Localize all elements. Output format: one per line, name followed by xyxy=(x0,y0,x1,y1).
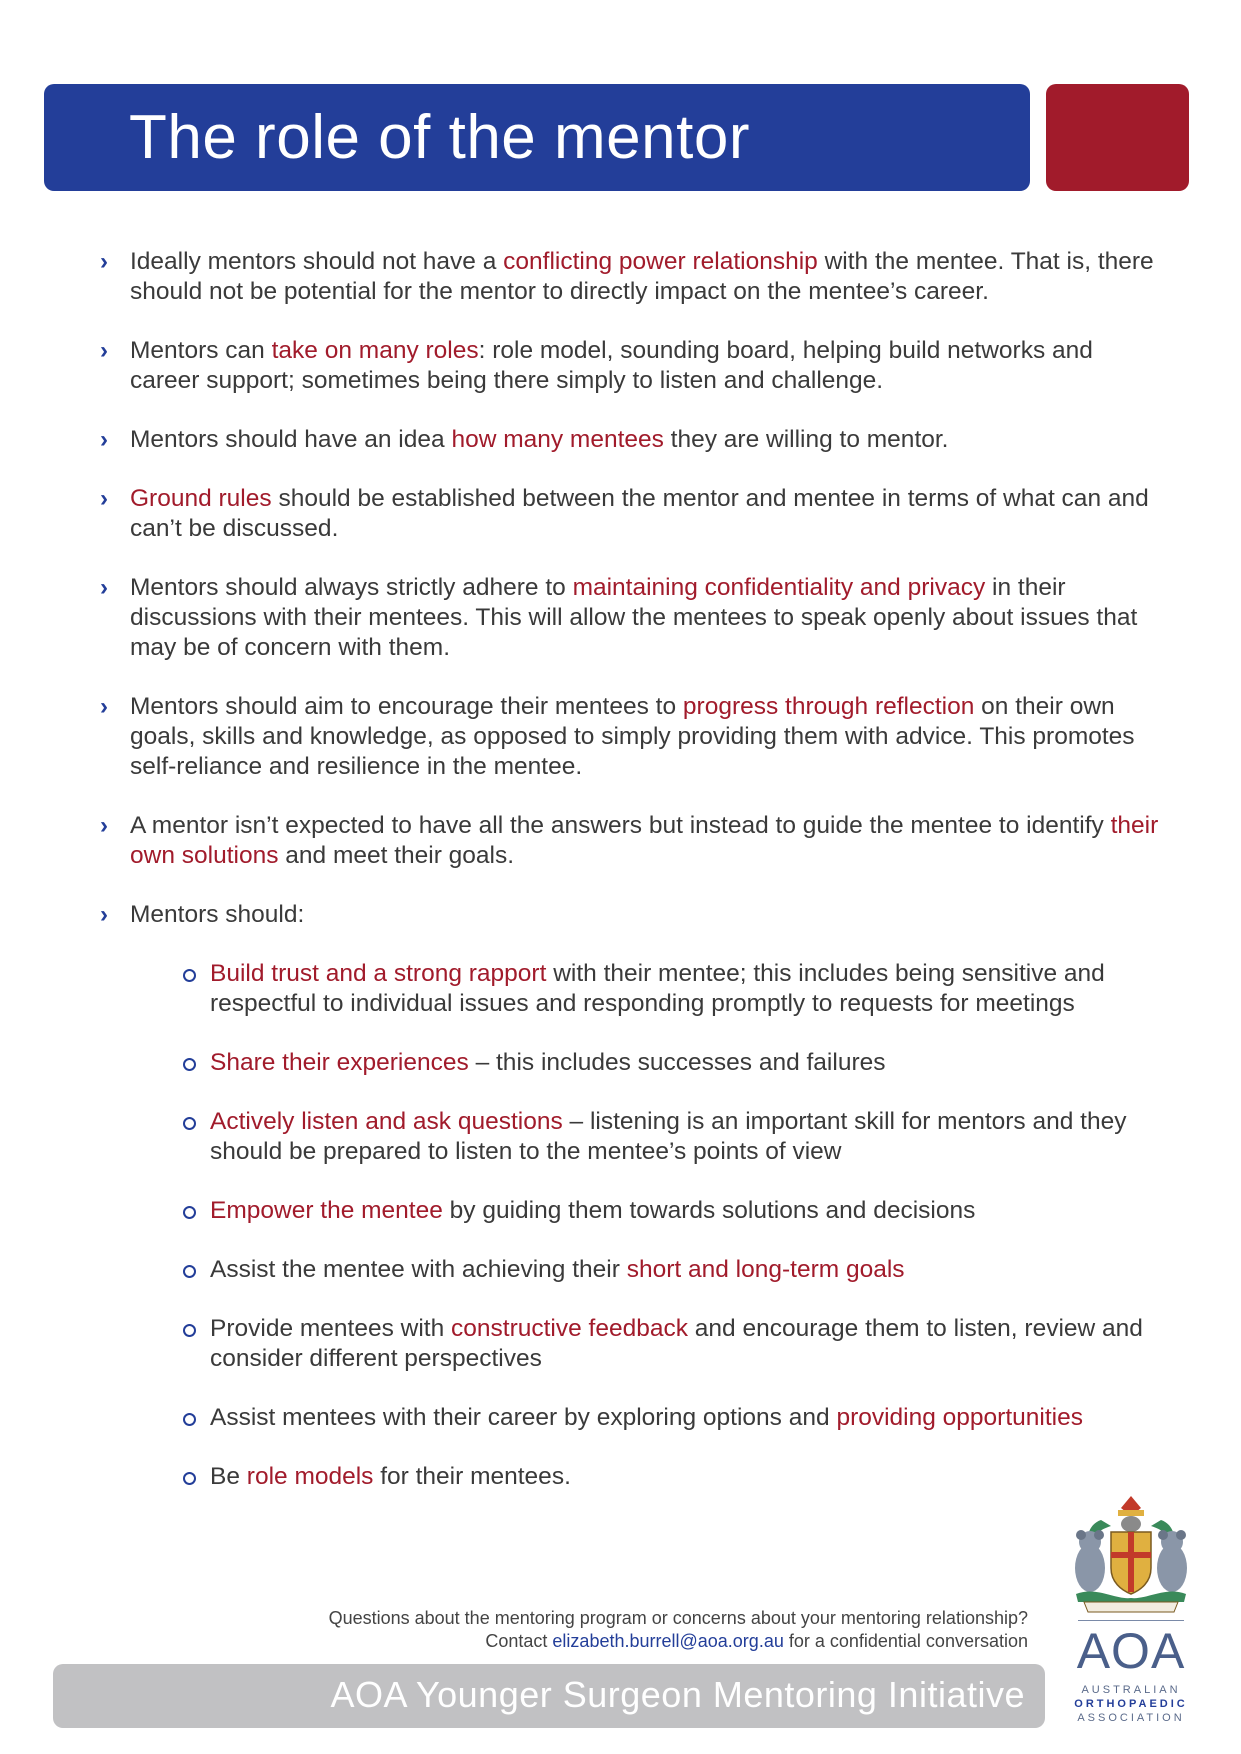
circle-outline-icon xyxy=(183,1324,196,1337)
bullet-item: › Mentors should always strictly adhere to maintaining confidentiality and privacy in their discussions with their mentees. This will allow the mentees to speak openly about issues that may be of concern with them. xyxy=(100,574,1138,661)
sub-bullet-item: Build trust and a strong rapport with their mentee; this includes being sensitive and respectful to individual issues and responding promptly to requests for meetings xyxy=(210,959,1160,1019)
sub-bullet-item: Be role models for their mentees. xyxy=(210,1462,1160,1492)
chevron-right-icon: › xyxy=(100,574,108,601)
logo-abbreviation: AOA xyxy=(1076,1623,1186,1679)
contact-email-link[interactable]: elizabeth.burrell@aoa.org.au xyxy=(552,1631,784,1651)
sub-bullet-item: Share their experiences – this includes successes and failures xyxy=(210,1048,1160,1078)
circle-outline-icon xyxy=(183,1206,196,1219)
bullet-item: › Mentors should aim to encourage their mentees to progress through reflection on their own goals, skills and knowledge, as opposed to simply providing them with advice. This promotes self-reliance and resilience in the mentee. xyxy=(100,693,1135,780)
header-accent-block xyxy=(1046,84,1189,191)
logo-divider xyxy=(1078,1620,1184,1621)
page-title: The role of the mentor xyxy=(129,103,750,172)
bullet-item: › Ideally mentors should not have a conflicting power relationship with the mentee. That is, there should not be potential for the mentor to directly impact on the mentee’s career. xyxy=(100,248,1154,305)
coat-of-arms-icon xyxy=(1066,1490,1196,1618)
sub-bullet-item: Empower the mentee by guiding them towards solutions and decisions xyxy=(210,1196,1160,1226)
bullet-item: › Mentors should: Build trust and a strong rapport with their mentee; this includes being sensitive and respectful to individual issues and responding promptly to requests for meetings Share their experiences – this includes successes and failures Actively listen and ask questions – listening is an important skill for mentors and they should be prepared to listen to the mentee’s points of view Empower the mentee by guiding them towards solutions and decisions Assist the mentee with achieving their short and long-term goals Provide mentees with constructive feedback and encourage them to listen, review and consider different perspectives Assist mentees with their career by exploring options and providing opportunities Be role models for their mentees. xyxy=(130,900,1160,1492)
bullet-item: › Mentors can take on many roles: role model, sounding board, helping build networks and career support; sometimes being there simply to listen and challenge. xyxy=(100,337,1093,394)
logo-word-orthopaedic: ORTHOPAEDIC xyxy=(1074,1698,1188,1710)
chevron-right-icon: › xyxy=(100,426,108,453)
circle-outline-icon xyxy=(183,1117,196,1130)
sub-bullet-item: Provide mentees with constructive feedback and encourage them to listen, review and consider different perspectives xyxy=(210,1314,1160,1374)
main-content xyxy=(0,247,1241,1521)
circle-outline-icon xyxy=(183,1413,196,1426)
circle-outline-icon xyxy=(183,1058,196,1071)
footer-question: Questions about the mentoring program or concerns about your mentoring relationship? xyxy=(328,1608,1028,1628)
bullet-item: › Mentors should have an idea how many mentees they are willing to mentor. xyxy=(100,426,949,453)
logo-word-association: ASSOCIATION xyxy=(1077,1712,1185,1724)
header-bar xyxy=(44,84,1030,191)
footer-contact-note xyxy=(329,1607,1028,1653)
chevron-right-icon: › xyxy=(100,337,108,364)
chevron-right-icon: › xyxy=(100,485,108,512)
circle-outline-icon xyxy=(183,1265,196,1278)
footer-contact-line: Contact elizabeth.burrell@aoa.org.au for a confidential conversation xyxy=(485,1631,1028,1651)
sub-bullet-list xyxy=(130,959,1160,1492)
logo-word-australian: AUSTRALIAN xyxy=(1081,1684,1181,1696)
chevron-right-icon: › xyxy=(100,812,108,839)
bullet-item: › A mentor isn’t expected to have all the answers but instead to guide the mentee to identify their own solutions and meet their goals. xyxy=(100,812,1159,869)
bullet-item: › Ground rules should be established between the mentor and mentee in terms of what can and can’t be discussed. xyxy=(100,485,1149,542)
footer-program-title: AOA Younger Surgeon Mentoring Initiative xyxy=(330,1674,1025,1715)
chevron-right-icon: › xyxy=(100,693,108,720)
sub-bullet-item: Assist the mentee with achieving their short and long-term goals xyxy=(210,1255,1160,1285)
aoa-logo xyxy=(1066,1490,1196,1730)
chevron-right-icon: › xyxy=(100,248,108,275)
chevron-right-icon: › xyxy=(100,901,108,928)
circle-outline-icon xyxy=(183,1472,196,1485)
circle-outline-icon xyxy=(183,969,196,982)
sub-bullet-item: Assist mentees with their career by exploring options and providing opportunities xyxy=(210,1403,1160,1433)
footer-bar xyxy=(53,1664,1045,1728)
sub-bullet-item: Actively listen and ask questions – listening is an important skill for mentors and they should be prepared to listen to the mentee’s points of view xyxy=(210,1107,1160,1167)
